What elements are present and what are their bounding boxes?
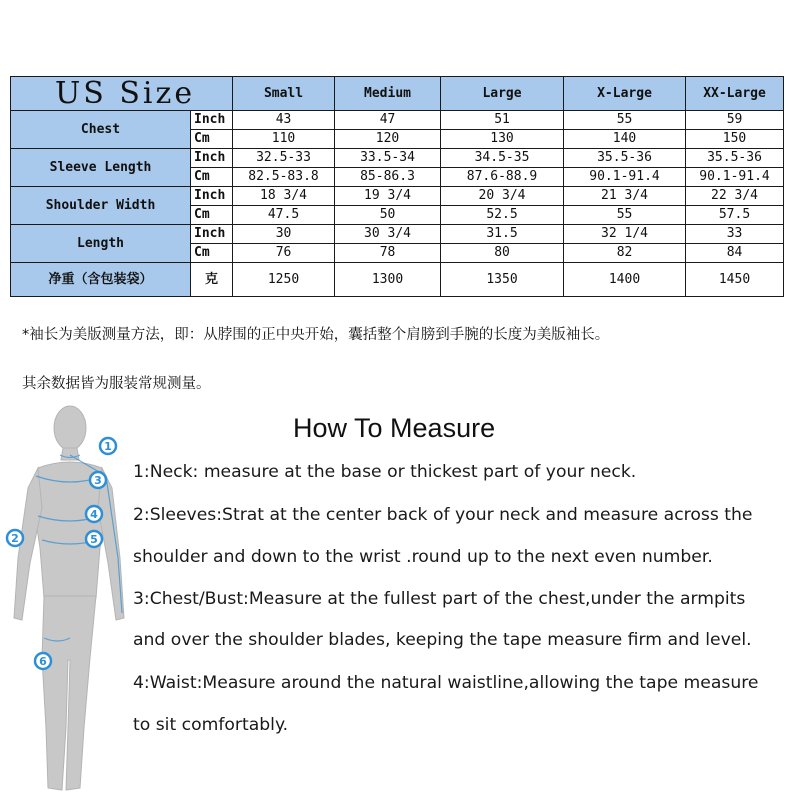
net-weight-unit: 克	[191, 263, 233, 297]
instruction-line: 1:Neck: measure at the base or thickest part of your neck.	[133, 462, 637, 482]
measure-marker-number: 2	[11, 532, 19, 545]
size-value: 18 3/4	[233, 187, 335, 206]
size-value: 85-86.3	[335, 168, 441, 187]
size-value: 50	[335, 206, 441, 225]
size-value: 110	[233, 130, 335, 149]
instruction-line: and over the shoulder blades, keeping the tape measure firm and level.	[133, 630, 752, 650]
net-weight-row	[11, 263, 784, 297]
unit-label: Inch	[191, 149, 233, 168]
size-value: 32 1/4	[564, 225, 686, 244]
how-to-measure-title: How To Measure	[293, 413, 496, 443]
size-chart-table	[10, 76, 784, 297]
size-value: 140	[564, 130, 686, 149]
body-measurement-figure	[0, 398, 130, 800]
measurement-rows	[11, 111, 784, 263]
unit-label: Inch	[191, 225, 233, 244]
size-header-medium: Medium	[335, 77, 441, 111]
measure-marker-2	[7, 530, 23, 546]
size-value: 55	[564, 111, 686, 130]
size-value: 20 3/4	[441, 187, 564, 206]
size-value: 47	[335, 111, 441, 130]
size-value: 30 3/4	[335, 225, 441, 244]
size-value: 82.5-83.8	[233, 168, 335, 187]
size-value: 35.5-36	[686, 149, 784, 168]
size-value: 33	[686, 225, 784, 244]
size-header-small: Small	[233, 77, 335, 111]
measure-marker-number: 6	[39, 655, 47, 668]
size-value: 34.5-35	[441, 149, 564, 168]
instruction-line: to sit comfortably.	[133, 715, 289, 735]
unit-label: Cm	[191, 244, 233, 263]
size-header-row	[11, 77, 784, 111]
size-value: 52.5	[441, 206, 564, 225]
size-value: 30	[233, 225, 335, 244]
unit-label: Cm	[191, 206, 233, 225]
measurement-label: Length	[11, 225, 191, 263]
measurement-row	[11, 111, 784, 130]
size-value: 51	[441, 111, 564, 130]
unit-label: Inch	[191, 187, 233, 206]
measure-marker-4	[86, 506, 102, 522]
instruction-line: 3:Chest/Bust:Measure at the fullest part of the chest,under the armpits	[133, 589, 746, 609]
size-value: 57.5	[686, 206, 784, 225]
measure-marker-1	[100, 438, 116, 454]
table-title: US Size	[11, 77, 233, 111]
measurement-row	[11, 187, 784, 206]
size-header-xx-large: XX-Large	[686, 77, 784, 111]
measure-marker-number: 5	[90, 533, 98, 546]
unit-label: Inch	[191, 111, 233, 130]
instruction-line: 4:Waist:Measure around the natural waistline,allowing the tape measure	[133, 673, 759, 693]
instruction-line: shoulder and down to the wrist .round up to the next even number.	[133, 547, 713, 567]
size-value: 120	[335, 130, 441, 149]
size-value: 78	[335, 244, 441, 263]
size-value: 22 3/4	[686, 187, 784, 206]
unit-label: Cm	[191, 130, 233, 149]
measure-marker-6	[35, 653, 51, 669]
measurement-row	[11, 149, 784, 168]
size-value: 19 3/4	[335, 187, 441, 206]
measure-marker-number: 4	[90, 508, 98, 521]
size-value: 35.5-36	[564, 149, 686, 168]
measurement-label: Sleeve Length	[11, 149, 191, 187]
measurement-label: Chest	[11, 111, 191, 149]
measurement-row	[11, 225, 784, 244]
unit-label: Cm	[191, 168, 233, 187]
size-value: 43	[233, 111, 335, 130]
size-value: 33.5-34	[335, 149, 441, 168]
size-value: 76	[233, 244, 335, 263]
size-header-x-large: X-Large	[564, 77, 686, 111]
instruction-line: 2:Sleeves:Strat at the center back of your neck and measure across the	[133, 505, 753, 525]
size-value: 32.5-33	[233, 149, 335, 168]
net-weight-value: 1350	[441, 263, 564, 297]
size-value: 150	[686, 130, 784, 149]
size-value: 84	[686, 244, 784, 263]
size-header-large: Large	[441, 77, 564, 111]
size-value: 90.1-91.4	[686, 168, 784, 187]
general-note: 其余数据皆为服装常规测量。	[22, 376, 211, 392]
size-value: 21 3/4	[564, 187, 686, 206]
size-value: 31.5	[441, 225, 564, 244]
measure-marker-number: 1	[104, 440, 112, 453]
net-weight-value: 1300	[335, 263, 441, 297]
size-value: 80	[441, 244, 564, 263]
size-value: 47.5	[233, 206, 335, 225]
net-weight-label: 净重（含包装袋）	[11, 263, 191, 297]
measure-marker-5	[86, 531, 102, 547]
size-value: 130	[441, 130, 564, 149]
size-value: 55	[564, 206, 686, 225]
human-silhouette	[14, 406, 124, 790]
net-weight-value: 1250	[233, 263, 335, 297]
measurement-label: Shoulder Width	[11, 187, 191, 225]
measure-marker-number: 3	[94, 474, 102, 487]
sleeve-note: *袖长为美版测量方法，即：从脖围的正中央开始，囊括整个肩膀到手腕的长度为美版袖长。	[22, 327, 610, 343]
size-value: 90.1-91.4	[564, 168, 686, 187]
size-value: 59	[686, 111, 784, 130]
measure-marker-3	[90, 472, 106, 488]
size-value: 87.6-88.9	[441, 168, 564, 187]
size-value: 82	[564, 244, 686, 263]
net-weight-value: 1450	[686, 263, 784, 297]
net-weight-value: 1400	[564, 263, 686, 297]
